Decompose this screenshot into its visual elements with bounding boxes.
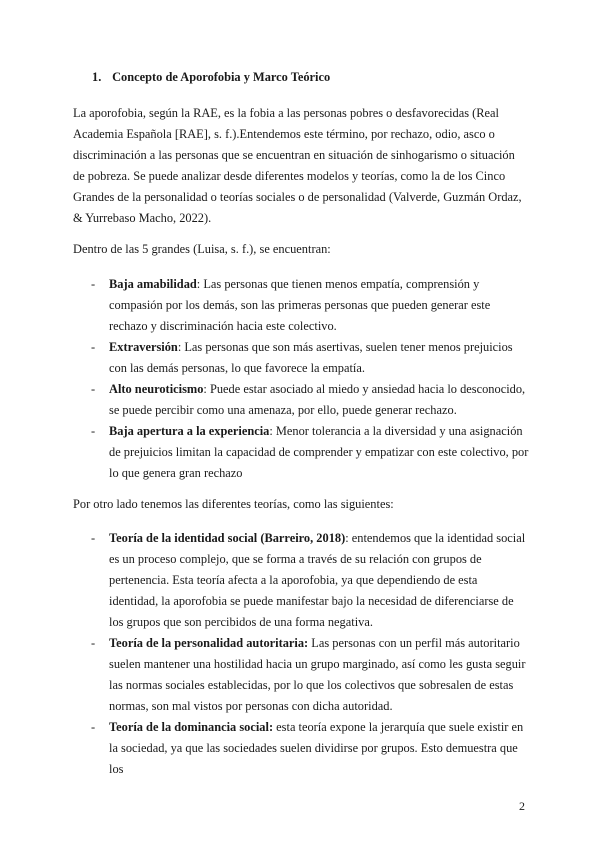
list-item-term: Teoría de la personalidad autoritaria:	[109, 636, 309, 650]
list-item-text: : Las personas que son más asertivas, suelen tener menos prejuicios con las demás personas, lo que favorece la empatía.	[109, 340, 513, 375]
list-item-term: Extraversión	[109, 340, 178, 354]
theories-intro-paragraph: Por otro lado tenemos las diferentes teorías, como las siguientes:	[73, 497, 394, 511]
big-five-list	[73, 274, 529, 484]
list-item	[73, 337, 529, 379]
list-item-term: Teoría de la dominancia social:	[109, 720, 274, 734]
list-item-term: Baja amabilidad	[109, 277, 197, 291]
list-item-term: Alto neuroticismo	[109, 382, 204, 396]
list-item	[73, 379, 529, 421]
list-dash: -	[91, 382, 96, 396]
intro-paragraph: La aporofobia, según la RAE, es la fobia a las personas pobres o desfavorecidas (Real Academia Española [RAE], s. f.).Entendemos este término, por rechazo, odio, asco o discriminación a las personas que se encuentran en situación de sinhogarismo o situación de pobreza. Se puede analizar desde diferentes modelos y teorías, como la de los Cinco Grandes de la personalidad o teorías sociales o de personalidad (Valverde, Guzmán Ordaz, & Yurrebaso Macho, 2022).	[73, 106, 522, 225]
list-item-text: esta teoría expone la jerarquía que suele existir en la sociedad, ya que las sociedades suelen dividirse por grupos. Esto demuestra que los	[109, 720, 524, 776]
section-heading	[92, 67, 330, 88]
list-item	[73, 274, 529, 337]
list-item-text: : Puede estar asociado al miedo y ansiedad hacia lo desconocido, se puede percibir como una amenaza, por ello, puede generar rechazo.	[109, 382, 526, 417]
big-five-intro-paragraph: Dentro de las 5 grandes (Luisa, s. f.), se encuentran:	[73, 242, 331, 256]
list-item	[73, 633, 529, 717]
list-dash: -	[91, 720, 96, 734]
page-number: 2	[519, 799, 525, 813]
list-item-term: Teoría de la identidad social (Barreiro, 2018)	[109, 531, 346, 545]
section-title: Concepto de Aporofobia y Marco Teórico	[112, 70, 331, 84]
list-item-text: Las personas con un perfil más autoritario suelen mantener una hostilidad hacia un grupo marginado, así como les gusta seguir las normas sociales establecidas, por lo que los colectivos que sobresalen de estas normas, son mal vistos por personas con dicha autoridad.	[109, 636, 526, 713]
section-number: 1.	[92, 70, 102, 84]
list-dash: -	[91, 636, 96, 650]
list-item-text: : entendemos que la identidad social es un proceso complejo, que se forma a través de su relación con grupos de pertenencia. Esta teoría afecta a la aporofobia, ya que dependiendo de esta identidad, la aporofobia se puede manifestar bajo la necesidad de diferenciarse de los grupos que son percibidos de una forma negativa.	[109, 531, 526, 629]
list-dash: -	[91, 531, 96, 545]
list-item	[73, 717, 529, 780]
theories-list	[73, 528, 529, 780]
list-item-text: : Las personas que tienen menos empatía, comprensión y compasión por los demás, son las primeras personas que pueden generar este rechazo y discriminación hacia este colectivo.	[109, 277, 491, 333]
list-dash: -	[91, 277, 96, 291]
list-item	[73, 528, 529, 633]
list-item-text: : Menor tolerancia a la diversidad y una asignación de prejuicios limitan la capacidad de comprender y empatizar con este colectivo, por lo que genera gran rechazo	[109, 424, 529, 480]
list-dash: -	[91, 424, 96, 438]
list-dash: -	[91, 340, 96, 354]
list-item	[73, 421, 529, 484]
list-item-term: Baja apertura a la experiencia	[109, 424, 270, 438]
